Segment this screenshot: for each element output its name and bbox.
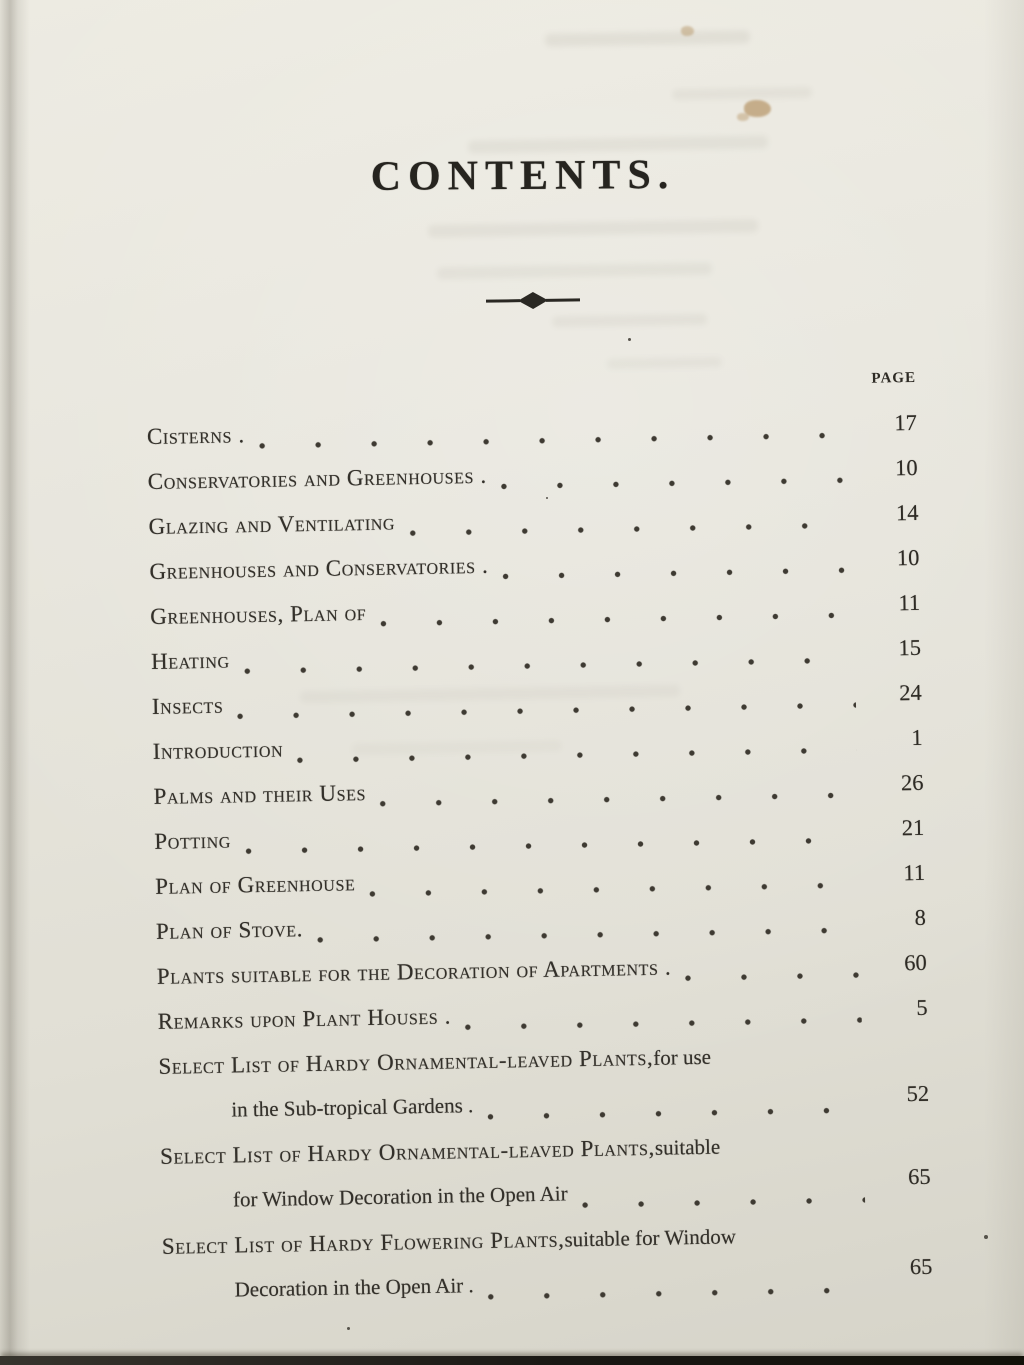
toc-entry-title: Potting <box>154 827 232 854</box>
toc-entry-title-rest: suitable <box>654 1134 721 1160</box>
photo-bottom-edge <box>0 1356 1024 1365</box>
show-through-text <box>607 357 722 369</box>
toc-entry-title-rest: for use <box>653 1044 712 1070</box>
show-through-text <box>672 87 812 100</box>
toc-entry-title: Plan of Stove. <box>155 916 304 944</box>
toc-row <box>160 1117 932 1221</box>
toc-page-number: 65 <box>909 1253 933 1280</box>
toc-entry-title: Palms and their Uses <box>153 780 367 809</box>
toc-entry-title: Select List of Hardy Flowering Plants, <box>161 1226 565 1259</box>
toc-entry-title: Plan of Greenhouse <box>154 870 356 899</box>
dot-leader <box>683 971 861 982</box>
divider-line <box>546 299 580 302</box>
toc-row <box>158 1027 930 1131</box>
page-title: CONTENTS. <box>370 152 676 200</box>
toc-page-number: 1 <box>911 724 923 751</box>
toc-entry-title: Greenhouses, Plan of <box>150 600 367 629</box>
diamond-icon <box>518 292 548 309</box>
toc-entry-title: Introduction <box>152 736 284 764</box>
paper-speck <box>347 1327 350 1330</box>
toc-entry-title: Conservatories and Greenhouses . <box>147 462 487 494</box>
toc-entry-title: Select List of Hardy Ornamental-leaved Plants, <box>159 1134 656 1169</box>
toc-page-number: 5 <box>916 994 928 1020</box>
toc-page-number: 14 <box>895 499 919 526</box>
show-through-text <box>437 263 712 280</box>
toc-page-number: 52 <box>906 1080 930 1107</box>
show-through-text <box>428 219 758 238</box>
toc-page-number: 10 <box>896 544 920 571</box>
toc-page-number: 10 <box>894 454 918 481</box>
toc-entry-title: Heating <box>150 647 230 674</box>
diamond-divider-ornament <box>486 291 580 309</box>
page-column-header: PAGE <box>871 369 917 387</box>
toc-entry-title: Select List of Hardy Ornamental-leaved Plants, <box>158 1044 654 1079</box>
toc-entry-title: Insects <box>151 692 224 719</box>
foxing-stain <box>681 26 694 36</box>
toc-entry-title: Greenhouses and Conservatories . <box>149 552 489 584</box>
toc-entry-title-rest: suitable for Window <box>564 1224 737 1252</box>
divider-line <box>486 299 520 302</box>
toc-page-number: 24 <box>899 679 923 706</box>
toc-page-number: 11 <box>903 859 926 886</box>
show-through-text <box>552 314 707 328</box>
toc-entry-title: Plants suitable for the Decoration of Apartments . <box>156 954 672 989</box>
toc-entry-continuation: in the Sub-tropical Gardens . <box>231 1093 474 1122</box>
page-gutter-crease <box>0 0 30 1365</box>
toc-page-number: 11 <box>898 589 921 616</box>
toc-entry-continuation: Decoration in the Open Air . <box>234 1273 474 1302</box>
toc-entry-continuation: for Window Decoration in the Open Air <box>232 1181 568 1212</box>
show-through-text <box>545 30 750 47</box>
toc-page-number: 17 <box>894 409 918 436</box>
page-edge-shading <box>984 0 1024 1365</box>
foxing-stain <box>737 113 749 121</box>
toc-page-number: 8 <box>914 904 927 931</box>
table-of-contents <box>146 370 933 1311</box>
toc-entry-title: Glazing and Ventilating <box>148 509 396 539</box>
dot-leader <box>486 1286 867 1301</box>
dot-leader <box>580 1196 865 1209</box>
toc-entry-title: Remarks upon Plant Houses . <box>157 1003 452 1034</box>
toc-row <box>161 1207 933 1311</box>
toc-page-number: 60 <box>904 949 927 976</box>
toc-page-number: 21 <box>901 814 925 841</box>
toc-page-number: 15 <box>898 634 922 661</box>
paper-speck <box>628 338 631 341</box>
toc-entry-title: Cisterns . <box>146 422 245 449</box>
toc-page-number: 26 <box>900 769 924 796</box>
toc-page-number: 65 <box>907 1163 931 1190</box>
